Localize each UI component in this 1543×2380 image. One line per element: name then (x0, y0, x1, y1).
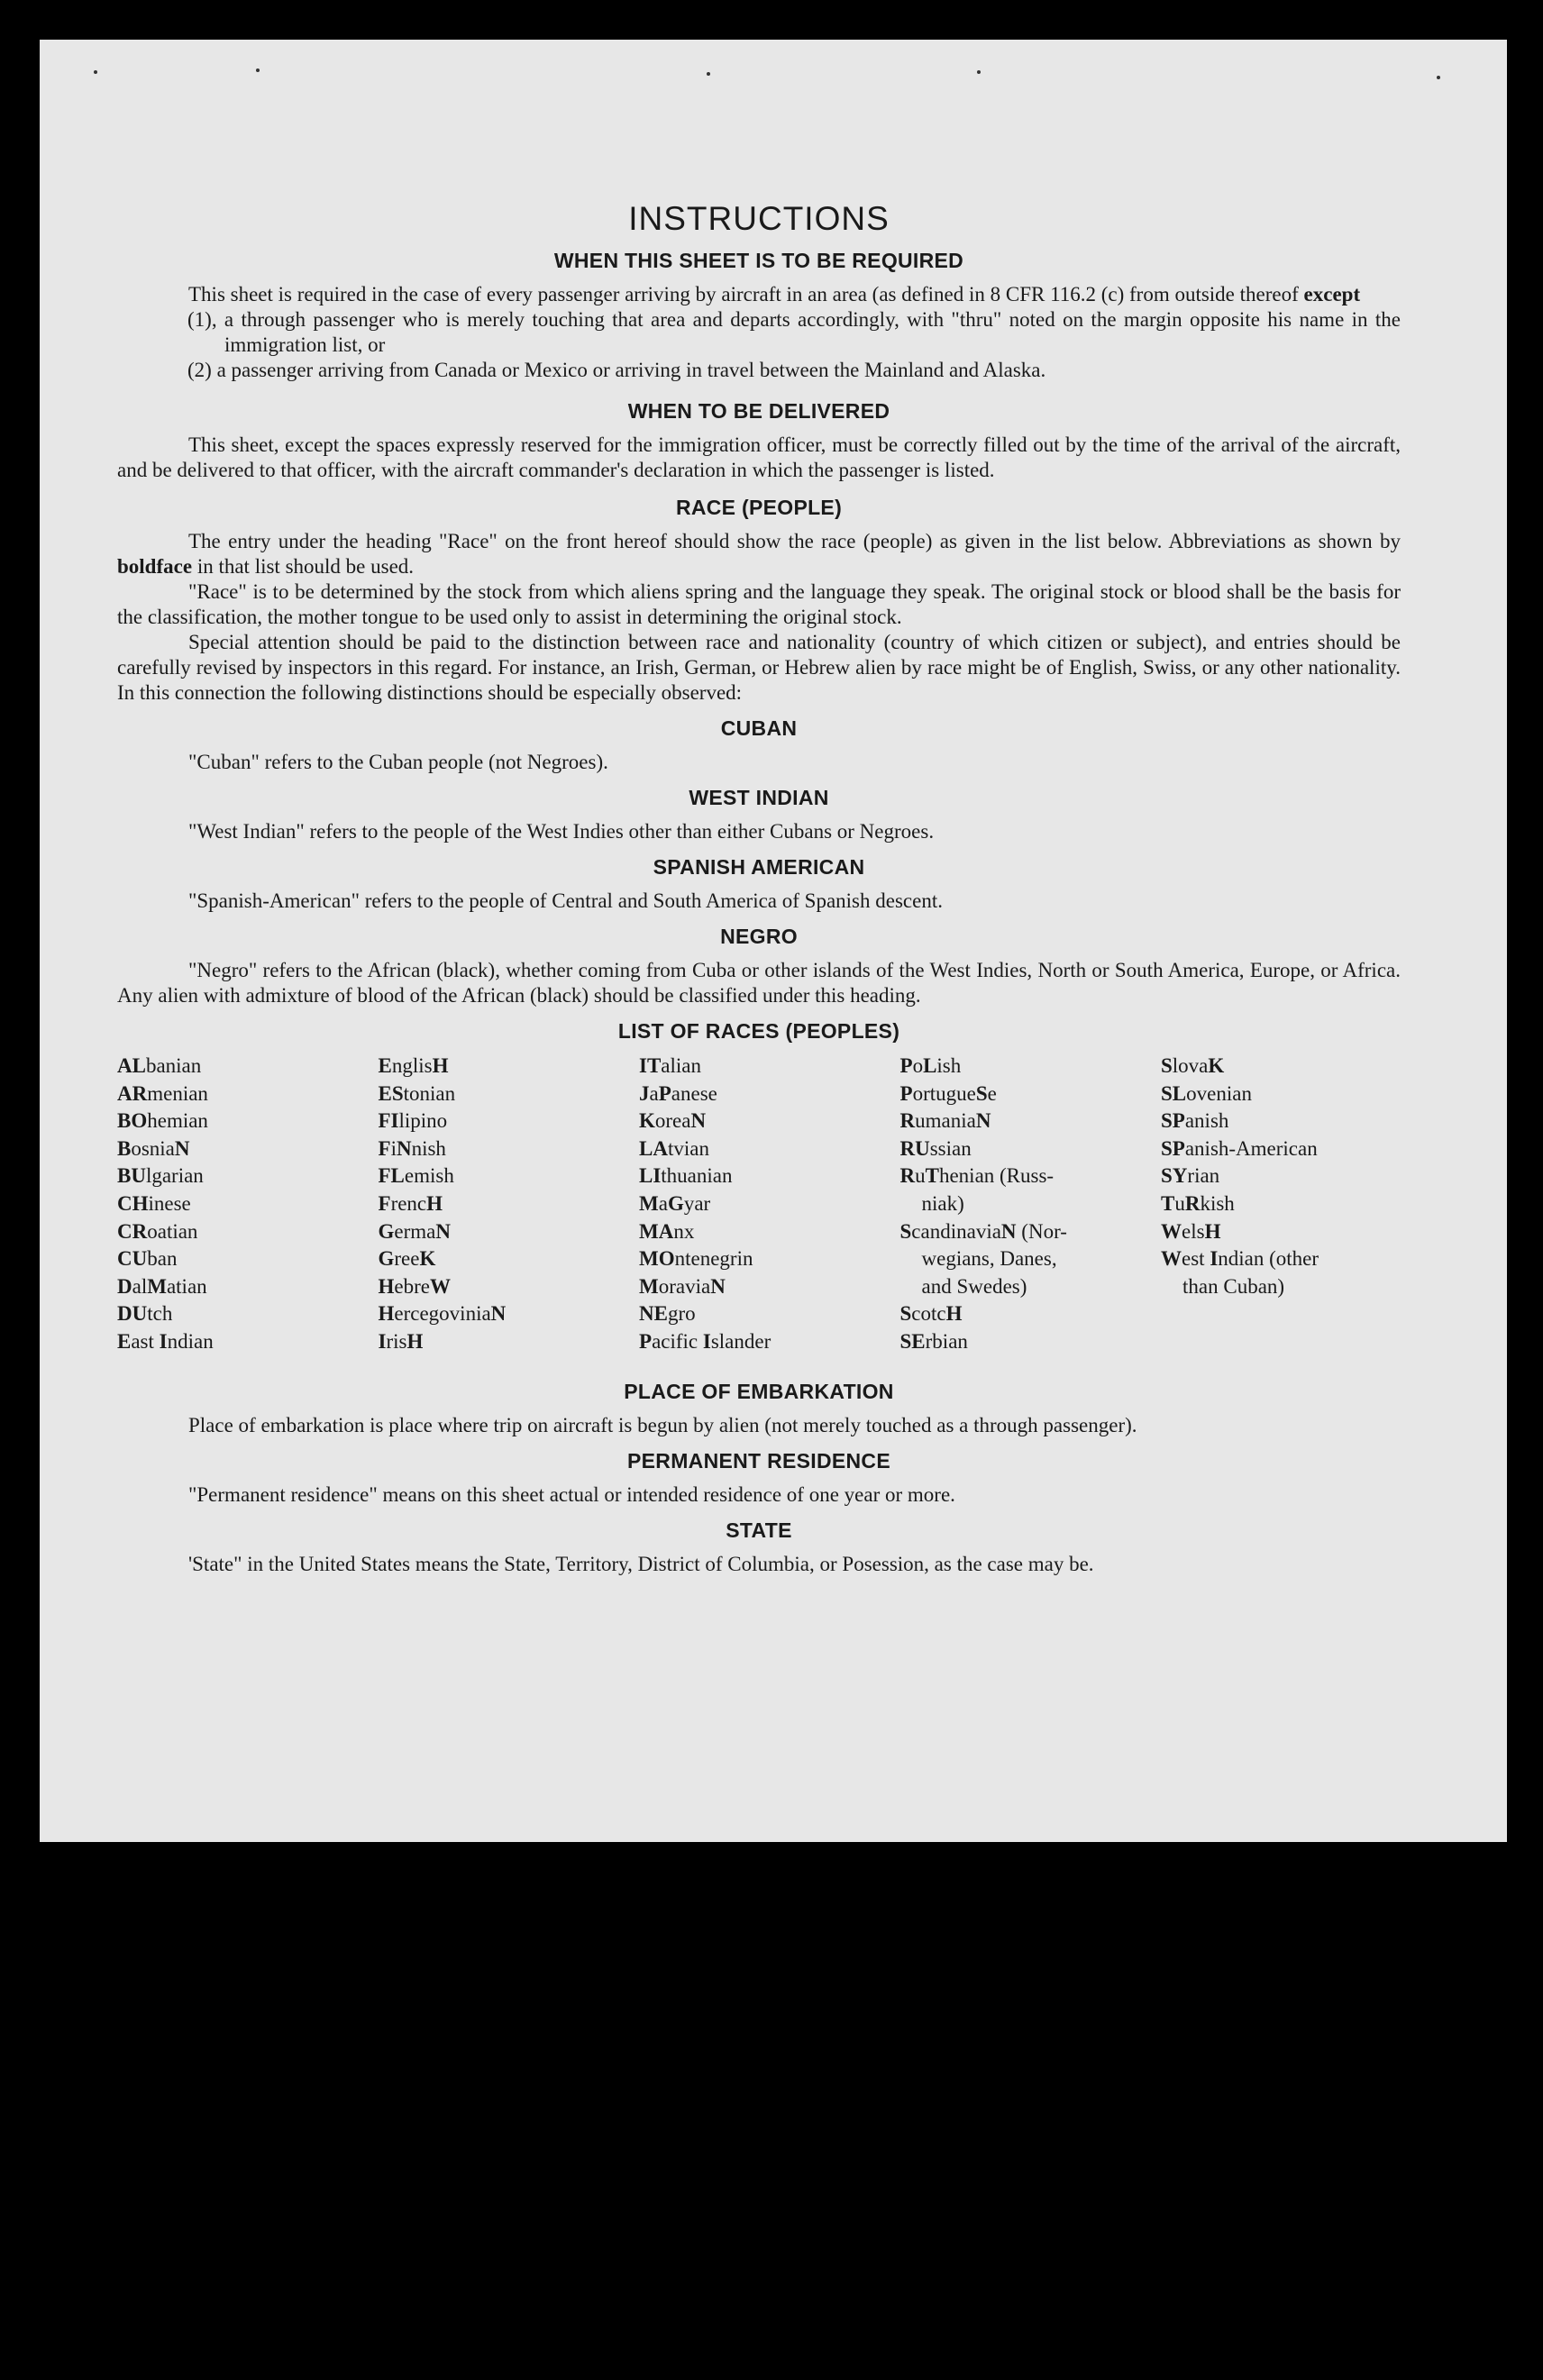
heading-permanent-residence: PERMANENT RESIDENCE (627, 1448, 890, 1473)
heading-negro: NEGRO (720, 925, 798, 948)
race-entry: RumaniaN (899, 1109, 991, 1133)
heading-when-required: WHEN THIS SHEET IS TO BE REQUIRED (553, 249, 964, 272)
speck (1437, 76, 1440, 79)
race-entry: LAtvian (639, 1136, 709, 1160)
race-entry: IrisH (378, 1329, 424, 1353)
race-column-3 (639, 1053, 879, 1356)
race-entry: SlovaK (1161, 1054, 1225, 1077)
race-entry: CUban (117, 1247, 178, 1271)
race-list (117, 1053, 1401, 1356)
race-entry: RuThenian (Russ- (899, 1164, 1055, 1188)
heading-when-delivered: WHEN TO BE DELIVERED (627, 399, 890, 423)
heading-west-indian: WEST INDIAN (689, 786, 829, 809)
when-delivered-text: This sheet, except the spaces expressly reserved for the immigration officer, must be correctly filled out by the time of the arrival of the aircraft, and be delivered to that officer, with the aircraft commander's declaration in which the passenger is listed. (117, 433, 1401, 481)
race-entry: ITalian (639, 1054, 701, 1077)
race-entry: MoraviaN (639, 1274, 726, 1298)
race-entry: SErbian (899, 1329, 968, 1353)
heading-embarkation: PLACE OF EMBARKATION (624, 1379, 894, 1403)
permanent-residence-text: "Permanent residence" means on this sheet actual or intended residence of one year or more. (188, 1482, 955, 1506)
race-entry: KoreaN (639, 1109, 707, 1133)
race-entry-continuation: wegians, Danes, (921, 1247, 1057, 1271)
race-entry: SPanish (1161, 1109, 1229, 1133)
race-entry: NEgro (639, 1302, 696, 1326)
race-entry: DUtch (117, 1302, 173, 1326)
race-column-4 (900, 1053, 1140, 1356)
heading-list-of-races: LIST OF RACES (PEOPLES) (617, 1019, 900, 1043)
race-paragraph-2: "Race" is to be determined by the stock from which aliens spring and the language they speak. The original stock or blood shall be the basis for the classification, the mother tongue to be used only to assist in determining the original stock. (117, 580, 1401, 628)
race-entry-continuation: niak) (921, 1191, 964, 1215)
heading-spanish-american: SPANISH AMERICAN (653, 855, 865, 879)
race-column-5 (1161, 1053, 1401, 1356)
page-title: INSTRUCTIONS (628, 200, 890, 237)
race-entry: GreeK (378, 1247, 436, 1271)
race-entry: West Indian (other (1161, 1247, 1319, 1271)
heading-race: RACE (PEOPLE) (675, 496, 843, 519)
race-entry: ALbanian (117, 1054, 202, 1077)
document-sheet (40, 40, 1507, 1842)
race-entry: HercegoviniaN (378, 1302, 507, 1326)
race-entry: FLemish (378, 1164, 454, 1188)
race-entry: ScandinaviaN (Nor- (899, 1219, 1067, 1243)
race-entry: Pacific Islander (639, 1329, 772, 1353)
west-indian-text: "West Indian" refers to the people of the West Indies other than either Cubans or Negroes. (188, 820, 935, 843)
race-entry: RUssian (899, 1136, 972, 1160)
race-entry: East Indian (117, 1329, 214, 1353)
race-entry: EnglisH (378, 1054, 449, 1077)
race-paragraph-3: Special attention should be paid to the distinction between race and nationality (country of which citizen or subject), and entries should be carefully revised by inspectors in this regard. For instance, an Irish, German, or Hebrew alien by race might be of English, Swiss, or any other nationality. In this connection the following distinctions should be especially observed: (117, 631, 1401, 704)
speck (94, 70, 97, 74)
race-entry: PoLish (899, 1054, 962, 1077)
race-entry: ARmenian (117, 1081, 208, 1105)
race-entry: EStonian (378, 1081, 456, 1105)
race-entry: BOhemian (117, 1109, 208, 1133)
race-entry: JaPanese (639, 1081, 717, 1105)
heading-cuban: CUBAN (720, 716, 798, 740)
race-entry: GermaN (378, 1219, 451, 1243)
when-required-intro: This sheet is required in the case of every passenger arriving by aircraft in an area (as defined in 8 CFR 116.2 (c) from outside thereof except (188, 283, 1361, 305)
negro-text: "Negro" refers to the African (black), whether coming from Cuba or other islands of the West Indies, North or South America, Europe, or Africa. Any alien with admixture of blood of the African (black) should be classified under this heading. (117, 959, 1401, 1007)
when-required-item-1: (1), a through passenger who is merely touching that area and departs accordingly, with "thru" noted on the margin opposite his name in the immigration list, or (187, 308, 1401, 356)
race-entry: BosniaN (117, 1136, 190, 1160)
race-entry: TuRkish (1161, 1191, 1235, 1215)
race-entry: SPanish-American (1161, 1136, 1318, 1160)
document-content (117, 157, 1401, 1577)
race-column-2 (379, 1053, 618, 1356)
race-entry: LIthuanian (639, 1164, 733, 1188)
cuban-text: "Cuban" refers to the Cuban people (not Negroes). (188, 751, 608, 773)
race-column-1 (117, 1053, 357, 1356)
when-required-item-2: (2) a passenger arriving from Canada or Mexico or arriving in travel between the Mainland and Alaska. (187, 359, 1046, 381)
race-entry: WelsH (1161, 1219, 1221, 1243)
race-entry: FiNnish (378, 1136, 446, 1160)
race-entry: MaGyar (639, 1191, 711, 1215)
speck (256, 68, 260, 72)
race-entry: CHinese (117, 1191, 191, 1215)
race-entry: PortugueSe (899, 1081, 997, 1105)
race-entry: CRoatian (117, 1219, 198, 1243)
race-entry: SLovenian (1161, 1081, 1252, 1105)
race-entry: DalMatian (117, 1274, 207, 1298)
race-entry: FrencH (378, 1191, 443, 1215)
race-entry-continuation: and Swedes) (921, 1274, 1027, 1298)
spanish-american-text: "Spanish-American" refers to the people of Central and South America of Spanish descent. (188, 889, 943, 912)
race-entry: FIlipino (378, 1109, 448, 1133)
embarkation-text: Place of embarkation is place where trip on aircraft is begun by alien (not merely touched as a through passenger). (188, 1413, 1137, 1436)
race-entry: MOntenegrin (639, 1247, 753, 1271)
speck (977, 70, 981, 74)
race-entry: ScotcH (899, 1302, 963, 1326)
race-entry: HebreW (378, 1274, 451, 1298)
race-entry: SYrian (1161, 1164, 1220, 1188)
race-paragraph-1: The entry under the heading "Race" on the front hereof should show the race (people) as given in the list below. Abbreviations as shown by boldface in that list should be used. (117, 530, 1401, 578)
state-text: 'State" in the United States means the State, Territory, District of Columbia, or Posession, as the case may be. (188, 1552, 1094, 1575)
speck (707, 72, 710, 76)
race-entry-continuation: than Cuban) (1182, 1274, 1285, 1298)
race-entry: BUlgarian (117, 1164, 204, 1188)
race-entry: MAnx (639, 1219, 695, 1243)
heading-state: STATE (726, 1518, 792, 1542)
